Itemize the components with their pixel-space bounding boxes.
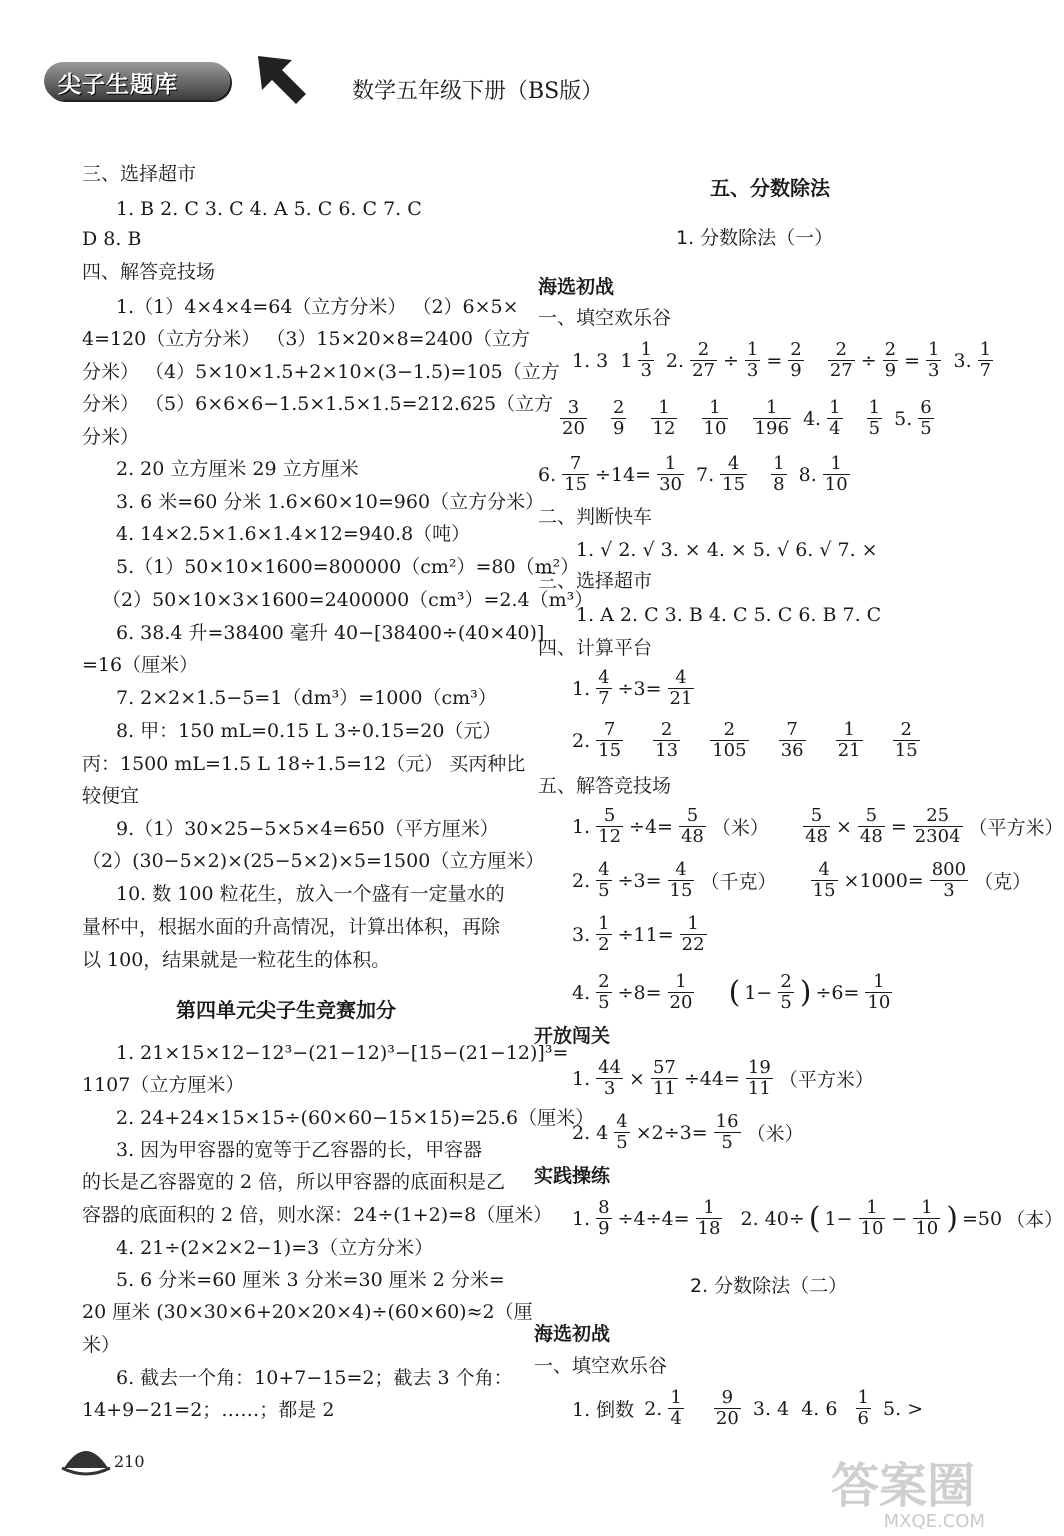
- text-line: 1. B 2. C 3. C 4. A 5. C 6. C 7. C: [116, 198, 422, 220]
- text-line: 1.（1）4×4×4=64（立方分米） （2）6×5×: [116, 296, 519, 318]
- page-header-title: 数学五年级下册（BS版）: [352, 79, 604, 104]
- text-line: 以 100，结果就是一粒花生的体积。: [82, 949, 391, 971]
- section-title: 海选初战: [534, 1323, 611, 1345]
- math-row: 6. 7 15 ÷14= 1 30 7. 4 15 1 8 8. 1 10: [538, 453, 848, 495]
- watermark-logo: 答案圈: [830, 1458, 975, 1514]
- arrow-icon: [252, 50, 312, 110]
- math-row: 2. 4 5 ÷3= 4 15 （千克） 4 15 ×1000= 800 3 （克）: [572, 859, 1032, 901]
- math-row: 1. 倒数 2. 1 4 9 20 3. 4 4. 6 1 6 5. >: [572, 1387, 924, 1429]
- text-line: 分米） （5）6×6×6−1.5×1.5×1.5=212.625（立方: [82, 393, 554, 415]
- section-title: 四、解答竞技场: [82, 261, 216, 283]
- text-line: 2. 24+24×15×15÷(60×60−15×15)=25.6（厘米）: [116, 1107, 595, 1129]
- section-title: 实践操练: [534, 1165, 611, 1187]
- text-line: 米）: [82, 1334, 121, 1356]
- text-line: 10. 数 100 粒花生，放入一个盛有一定量水的: [116, 883, 505, 905]
- text-line: （2）(30−5×2)×(25−5×2)×5=1500（立方厘米）: [82, 850, 545, 872]
- text-line: 1. √ 2. √ 3. × 4. × 5. √ 6. √ 7. ×: [576, 539, 878, 561]
- lesson-title: 1. 分数除法（一）: [676, 227, 834, 249]
- text-line: 20 厘米 (30×30×6+20×20×4)÷(60×60)≈2（厘: [82, 1301, 533, 1323]
- section-title: 一、填空欢乐谷: [534, 1355, 668, 1377]
- math-row: 2. 7 15 2 13 2 105 7 36 1 21 2 15: [572, 719, 918, 761]
- math-row: 3. 1 2 ÷11= 1 22: [572, 913, 705, 955]
- section-title: 二、判断快车: [538, 506, 653, 528]
- text-line: 7. 2×2×1.5−5=1（dm³）=1000（cm³）: [116, 687, 497, 709]
- math-row: 1. 3 1 1 3 2. 2 27 ÷ 1 3 = 2 9 2 27 ÷ 2 9 = 1 3 3. 1 7: [572, 339, 992, 381]
- book-series-badge: 尖子生题库: [44, 62, 230, 100]
- math-row: 1. 4 7 ÷3= 4 21: [572, 667, 693, 709]
- acorn-icon: [60, 1440, 112, 1480]
- section-title: 五、解答竞技场: [538, 775, 672, 797]
- text-line: 1107（立方厘米）: [82, 1074, 245, 1096]
- section-title: 四、计算平台: [538, 637, 653, 659]
- text-line: 4=120（立方分米） （3）15×20×8=2400（立方: [82, 328, 530, 350]
- unit-title: 五、分数除法: [710, 176, 830, 200]
- text-line: 较便宜: [82, 785, 140, 807]
- text-line: 14+9−21=2；……；都是 2: [82, 1399, 335, 1421]
- text-line: =16（厘米）: [82, 654, 199, 676]
- text-line: 9.（1）30×25−5×5×4=650（平方厘米）: [116, 818, 499, 840]
- text-line: 量杯中，根据水面的升高情况，计算出体积，再除: [82, 916, 501, 938]
- text-line: 6. 38.4 升=38400 毫升 40−[38400÷(40×40)]: [116, 622, 545, 644]
- section-title: 一、填空欢乐谷: [538, 307, 672, 329]
- text-line: D 8. B: [82, 228, 142, 250]
- text-line: 分米） （4）5×10×1.5+2×10×(3−1.5)=105（立方: [82, 361, 560, 383]
- text-line: 5. 6 分米=60 厘米 3 分米=30 厘米 2 分米=: [116, 1269, 505, 1291]
- page-number: 210: [114, 1452, 145, 1471]
- text-line: 6. 截去一个角：10+7−15=2；截去 3 个角：: [116, 1367, 513, 1389]
- text-line: 丙：1500 mL=1.5 L 18÷1.5=12（元） 买丙种比: [82, 753, 526, 775]
- math-row: 2. 4 4 5 ×2÷3= 16 5 （米）: [572, 1111, 804, 1153]
- text-line: 5.（1）50×10×1600=800000（cm²）=80（m²）: [116, 556, 580, 578]
- section-title: 三、选择超市: [82, 163, 197, 185]
- section-title: 海选初战: [538, 276, 615, 298]
- unit-title: 第四单元尖子生竞赛加分: [176, 998, 396, 1022]
- section-title: 三、选择超市: [538, 570, 653, 592]
- text-line: 1. A 2. C 3. B 4. C 5. C 6. B 7. C: [576, 604, 882, 626]
- math-row: 1. 5 12 ÷4= 5 48 （米） 5 48 × 5 48 = 25 2304 （平方米）: [572, 805, 1064, 847]
- text-line: 的长是乙容器宽的 2 倍，所以甲容器的底面积是乙: [82, 1171, 506, 1193]
- text-line: （2）50×10×3×1600=2400000（cm³）=2.4（m³）: [102, 589, 594, 611]
- text-line: 1. 21×15×12−12³−(21−12)³−[15−(21−12)]³=: [116, 1042, 569, 1064]
- math-row: 1. 44 3 × 57 11 ÷44= 19 11 （平方米）: [572, 1057, 874, 1099]
- text-line: 2. 20 立方厘米 29 立方厘米: [116, 458, 359, 480]
- text-line: 4. 21÷(2×2×2−1)=3（立方分米）: [116, 1237, 434, 1259]
- text-line: 分米）: [82, 426, 140, 448]
- text-line: 3. 6 米=60 分米 1.6×60×10=960（立方分米）: [116, 491, 545, 513]
- text-line: 容器的底面积的 2 倍，则水深：24÷(1+2)=8（厘米）: [82, 1204, 553, 1226]
- watermark-url: MXQE.COM: [883, 1511, 985, 1532]
- section-title: 开放闯关: [534, 1025, 611, 1047]
- lesson-title: 2. 分数除法（二）: [690, 1275, 848, 1297]
- math-row: 4. 2 5 ÷8= 1 20 ( 1− 2 5 ) ÷6= 1 10: [572, 971, 891, 1013]
- text-line: 8. 甲：150 mL=0.15 L 3÷0.15=20（元）: [116, 720, 502, 742]
- math-row: 3 20 2 9 1 12 1 10 1 196 4. 1 4 1 5 5. 6 5: [562, 397, 932, 439]
- text-line: 4. 14×2.5×1.6×1.4×12=940.8（吨）: [116, 523, 471, 545]
- math-row: 1. 8 9 ÷4÷4= 1 18 2. 40÷ ( 1− 1 10 − 1 10 ) =50 （本）: [572, 1197, 1064, 1239]
- text-line: 3. 因为甲容器的宽等于乙容器的长，甲容器: [116, 1139, 483, 1161]
